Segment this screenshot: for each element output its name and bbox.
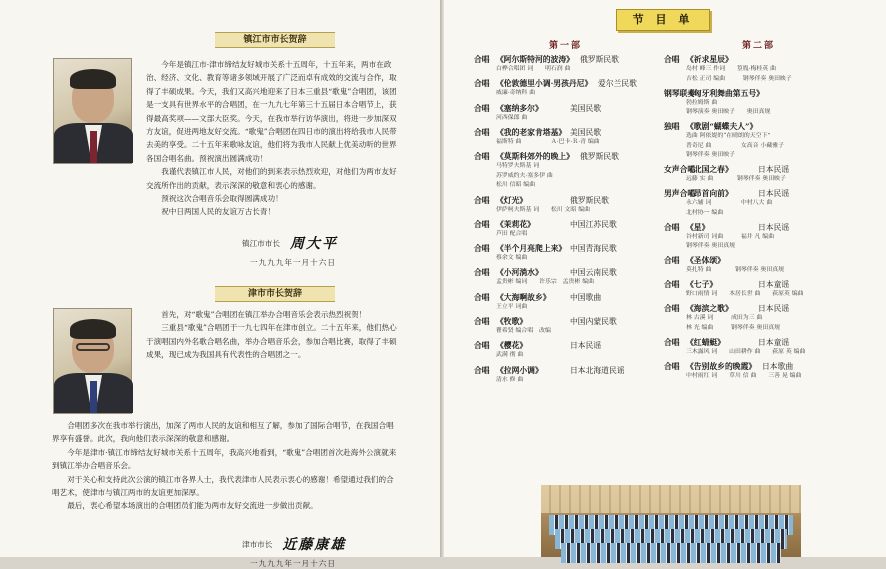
program-item-heading	[474, 127, 664, 138]
program-item	[664, 361, 874, 382]
program-item-heading	[474, 103, 664, 114]
part-one-list	[474, 54, 664, 389]
mayor-portrait-photo	[53, 308, 132, 414]
program-item	[664, 164, 874, 185]
piece-title: 《红蜻蜓》	[686, 338, 725, 348]
program-item-heading	[664, 164, 874, 175]
performance-form: 合唱	[664, 338, 680, 348]
program-item-heading	[664, 188, 874, 199]
program-item-heading	[474, 267, 664, 278]
program-item	[474, 103, 664, 124]
program-item-heading	[474, 195, 664, 206]
piece-title: 《海滨之歌》	[686, 304, 733, 314]
program-item-heading	[474, 54, 664, 65]
program-item	[664, 255, 874, 276]
performance-form: 合唱	[474, 268, 490, 278]
program-item	[664, 279, 874, 300]
piece-origin: 日本北海道民谣	[570, 365, 625, 375]
piece-credits: 野口雨情 词 本居长世 曲 荻原英 编曲	[686, 291, 804, 298]
program-item-heading	[664, 337, 874, 348]
signature-date: 一九九九年一月十六日	[250, 559, 336, 568]
piece-credits: 河西保郎 曲	[496, 114, 528, 121]
piece-credits: 瞿希贤 编合唱 改编	[496, 328, 551, 334]
program-item-heading	[664, 279, 874, 290]
piece-credits: 白桦合唱团 词 明石润 曲	[496, 66, 571, 72]
program-item-heading	[664, 54, 874, 65]
paragraph: 祝中日两国人民的友谊万古长青！	[161, 207, 276, 217]
piece-title: 《阿尔斯特河的波涛》	[496, 55, 574, 64]
performance-form: 合唱	[474, 341, 490, 351]
program-item-heading	[664, 255, 874, 266]
mayor-portrait-photo	[53, 58, 132, 164]
piece-title: 《拉网小调》	[496, 365, 543, 375]
program-item-heading	[664, 303, 874, 314]
piece-title: 《半个月亮爬上来》	[496, 244, 567, 254]
performance-form: 合唱	[474, 244, 490, 254]
program-item	[664, 88, 874, 118]
piece-credits: 永六辅 词 中村八大 曲 北村协一 编曲	[686, 200, 773, 216]
signature-date: 一九九九年一月十六日	[250, 258, 336, 267]
performance-form: 合唱	[664, 304, 680, 314]
piece-origin: 日本歌曲	[762, 362, 794, 371]
program-item	[474, 243, 664, 264]
piece-credits: 三木露风 词 山田耕作 曲 荻原 英 编曲	[686, 349, 806, 356]
program-item	[474, 195, 664, 216]
program-item	[664, 54, 874, 84]
piece-origin: 日本民谣	[570, 341, 602, 351]
piece-origin: 美国民歌	[570, 127, 602, 137]
part-two-list	[664, 54, 874, 385]
piece-credits: 孟贵彬 编词 许乐宗 孟贵彬 编曲	[496, 279, 594, 286]
piece-title: 《昂首向前》	[686, 189, 733, 199]
program-item	[474, 316, 664, 337]
piece-title: 《告别故乡的晚霞》	[686, 362, 757, 371]
piece-title: 《祈求星辰》	[686, 55, 733, 64]
paragraph: 对于关心和支持此次公演的镇江市各界人士，我代表津市人民表示衷心的感谢！希望通过我们的合唱艺术，使津市与镇江两市的友谊更加深厚。	[52, 474, 394, 498]
section-title: 津市市长贺辞	[215, 286, 335, 302]
program-item-heading	[474, 340, 664, 351]
signature-block	[242, 534, 346, 569]
signer-title: 镇江市市长	[242, 238, 280, 248]
piece-origin: 日本民谣	[758, 189, 790, 199]
piece-origin: 日本民谣	[758, 165, 790, 175]
paragraph: 我谨代表镇江市人民，对他们的到来表示热烈欢迎，对他们为两市友好交流所作出的贡献，表示深深的敬意和衷心的感谢。	[146, 167, 397, 190]
performance-form: 合唱	[664, 256, 680, 266]
performance-form: 钢琴联奏	[664, 88, 696, 98]
choir-performance-photo	[541, 485, 801, 557]
program-item-heading	[474, 78, 664, 89]
piece-credits: 远藤 实 曲 钢琴伴奏 奥田映子	[686, 176, 786, 183]
piece-origin: 中国江苏民歌	[570, 219, 617, 229]
performance-form: 合唱	[664, 280, 680, 290]
paragraph: 三重县“歌鬼”合唱团于一九七四年在津市创立。二十五年来，他们热心于演唱国内外名歌合唱名曲，举办合唱音乐会，参加合唱比赛，取得了丰硕成果，现已成为我国具有代表性的合唱团之一。	[146, 323, 397, 360]
piece-title: 《小河淌水》	[496, 268, 543, 278]
program-item	[474, 365, 664, 386]
piece-credits: 林 古溪 词 成田为三 曲 林 光 编曲 钢琴伴奏 奥田真规	[686, 315, 780, 332]
performance-form: 合唱	[474, 79, 490, 89]
program-title: 节 目 单	[616, 9, 710, 31]
greeting-body-top	[146, 308, 398, 362]
part-two-heading: 第二部	[742, 41, 776, 51]
program-item	[474, 340, 664, 361]
performance-form: 合唱	[664, 55, 680, 64]
handwritten-signature: 近藤康雄	[282, 537, 347, 553]
piece-credits: 伊萨柯夫斯基 词 松川 文昭 编曲	[496, 206, 590, 213]
piece-title: 《大海啊故乡》	[496, 292, 551, 302]
piece-title: 《塞纳多尔》	[496, 103, 543, 113]
performance-form: 合唱	[474, 365, 490, 375]
piece-origin: 日本童谣	[758, 338, 790, 348]
program-item	[474, 151, 664, 191]
piece-origin: 俄罗斯民歌	[580, 152, 619, 162]
program-item	[664, 121, 874, 161]
program-item-heading	[474, 243, 664, 254]
piece-title: 《樱花》	[496, 341, 528, 351]
performance-form: 合唱	[474, 103, 490, 113]
performance-form: 合唱	[474, 219, 490, 229]
piece-credits: 芦田 配合唱	[496, 230, 528, 237]
paragraph: 预祝这次合唱音乐会取得圆满成功！	[161, 194, 283, 204]
piece-origin: 中国青海民歌	[570, 244, 617, 254]
piece-origin: 爱尔兰民歌	[598, 79, 637, 89]
piece-credits: 岛村 峰三 作词 篁胤·梅桂英 曲 吉松 正司 编曲 钢琴伴奏 奥田映子	[686, 66, 792, 82]
piece-title: 《伦敦德里小调·男孩丹尼》	[496, 79, 593, 89]
program-item-heading	[664, 361, 874, 372]
piece-title: 《灯光》	[496, 195, 528, 205]
left-page	[0, 0, 440, 568]
piece-origin: 日本民谣	[758, 222, 790, 232]
performance-form: 男声合唱	[664, 189, 696, 199]
paragraph: 首先，对“歌鬼”合唱团在镇江举办合唱音乐会表示热烈祝贺！	[161, 310, 367, 319]
program-item-heading	[474, 365, 664, 376]
program-item-heading	[474, 219, 664, 230]
program-item-heading	[474, 292, 664, 303]
performance-form: 合唱	[474, 317, 490, 326]
signer-title: 津市市长	[242, 539, 273, 549]
piece-credits: 福斯特 曲 Ａ·巴卡·Ｒ·青 编曲	[496, 138, 600, 145]
performance-form: 合唱	[474, 195, 490, 205]
performance-form: 合唱	[474, 55, 490, 64]
piece-credits: 王立平 词曲	[496, 303, 528, 310]
piece-credits: 勃拉姆斯 曲 钢琴演奏 奥田映子 奥田真规	[686, 99, 771, 116]
program-item	[474, 78, 664, 99]
piece-credits: 谷村新司 词曲 福井 凡 编曲 钢琴伴奏 奥田真规	[686, 233, 775, 250]
signature-block	[242, 233, 338, 268]
performance-form: 独唱	[664, 122, 680, 132]
performance-form: 合唱	[474, 152, 490, 162]
section-title: 镇江市市长贺辞	[215, 32, 335, 48]
piece-title: 《北国之春》	[686, 165, 733, 175]
handwritten-signature: 周大平	[289, 236, 338, 252]
program-item	[474, 292, 664, 313]
piece-credits: 马特罗夫斯基 词 苏罗威约夫·塞多伊 曲 松川 信昭 编曲	[496, 163, 553, 189]
greeting-body-bottom	[52, 419, 398, 513]
piece-origin: 俄罗斯民歌	[580, 55, 619, 64]
piece-credits: 中村雨红 词 草川 信 曲 三善 晃 编曲	[686, 373, 802, 379]
program-item	[474, 54, 664, 75]
program-item	[664, 188, 874, 218]
piece-origin: 中国歌曲	[570, 292, 602, 302]
program-item	[474, 267, 664, 288]
program-item-heading	[664, 121, 874, 132]
piece-origin: 美国民歌	[570, 103, 602, 113]
program-item	[474, 219, 664, 240]
piece-credits: 威廉·奇纳科 曲	[496, 90, 536, 97]
program-item-heading	[474, 316, 664, 327]
program-item	[664, 222, 874, 252]
piece-title: 《歌剧“蝴蝶夫人”》	[686, 122, 758, 132]
program-item	[474, 127, 664, 148]
part-one-heading: 第一部	[549, 41, 583, 51]
piece-title: 《圣体颂》	[686, 256, 725, 266]
piece-origin: 日本童谣	[758, 280, 790, 290]
right-page	[444, 0, 886, 557]
piece-origin: 中国云南民歌	[570, 268, 617, 278]
program-item-heading	[664, 222, 874, 233]
piece-credits: 清水 修 曲	[496, 376, 524, 383]
piece-title: 《牧歌》	[496, 317, 528, 326]
performance-form: 合唱	[474, 127, 490, 137]
program-item	[664, 337, 874, 358]
paragraph: 今年是镇江市·津市缔结友好城市关系十五周年，十五年来，两市在政治、经济、文化、教育等诸多领域开展了广泛而卓有成效的交流与合作，取得了丰硕成果。今天，我们又高兴地迎来了日本三重县“歌鬼”合唱团，该团是一支具有世界水平的合唱团，在一九九七年第三十五届日本合唱节上，获得最高奖项——文部大臣奖。今天，在我市举行访华演出，将进一步加深双方友谊，促进两地友好交流。“歌鬼”合唱团在四日市的演出将给我市人民带去美的享受。二十五年来歌咏友谊，他们将为我市人民献上优美动听的世界各国合唱名曲。预祝演出圆满成功！	[146, 60, 397, 163]
paragraph: 合唱团多次在我市举行演出，加深了两市人民的友谊和相互了解，参加了国际合唱节，在我国合唱界享有盛誉。此次，我向他们表示深深的敬意和感谢。	[52, 421, 394, 444]
piece-credits: 选曲 阿依媞的“在晴朗的天空下” 普奇尼 曲 女高音 小藏雅子 钢琴伴奏 奥田映子	[686, 133, 784, 159]
program-item-heading	[474, 151, 664, 162]
piece-title: 《茉莉花》	[496, 219, 535, 229]
performance-form: 合唱	[664, 362, 680, 371]
piece-origin: 俄罗斯民歌	[570, 195, 609, 205]
piece-title: 《我的老家肯塔基》	[496, 127, 567, 137]
piece-credits: 蔡余文 编曲	[496, 255, 528, 262]
paragraph: 今年是津市·镇江市缔结友好城市关系十五周年，我高兴地看到，“歌鬼”合唱团首次赴海外公演就来到镇江举办合唱音乐会。	[52, 447, 397, 471]
performance-form: 合唱	[664, 222, 680, 232]
piece-origin: 中国内蒙民歌	[570, 317, 617, 326]
piece-title: 《匈牙利舞曲第五号》	[686, 88, 764, 98]
piece-title: 《七子》	[686, 280, 718, 290]
zhenjiang-mayor-greeting	[0, 18, 440, 273]
program-item-heading	[664, 88, 874, 99]
piece-title: 《星》	[686, 222, 710, 232]
tsu-mayor-greeting	[0, 280, 440, 568]
greeting-body	[146, 58, 398, 219]
piece-title: 《莫斯科郊外的晚上》	[496, 152, 574, 162]
performance-form: 女声合唱	[664, 165, 696, 175]
piece-credits: 武满 彻 曲	[496, 352, 524, 359]
program-item	[664, 303, 874, 333]
performance-form: 合唱	[474, 292, 490, 302]
piece-origin: 日本民谣	[758, 304, 790, 314]
piece-credits: 莫扎特 曲 钢琴伴奏 奥田真规	[686, 267, 784, 274]
paragraph: 最后，衷心希望本场演出的合唱团员们能为两市友好交流进一步做出贡献。	[67, 501, 318, 511]
